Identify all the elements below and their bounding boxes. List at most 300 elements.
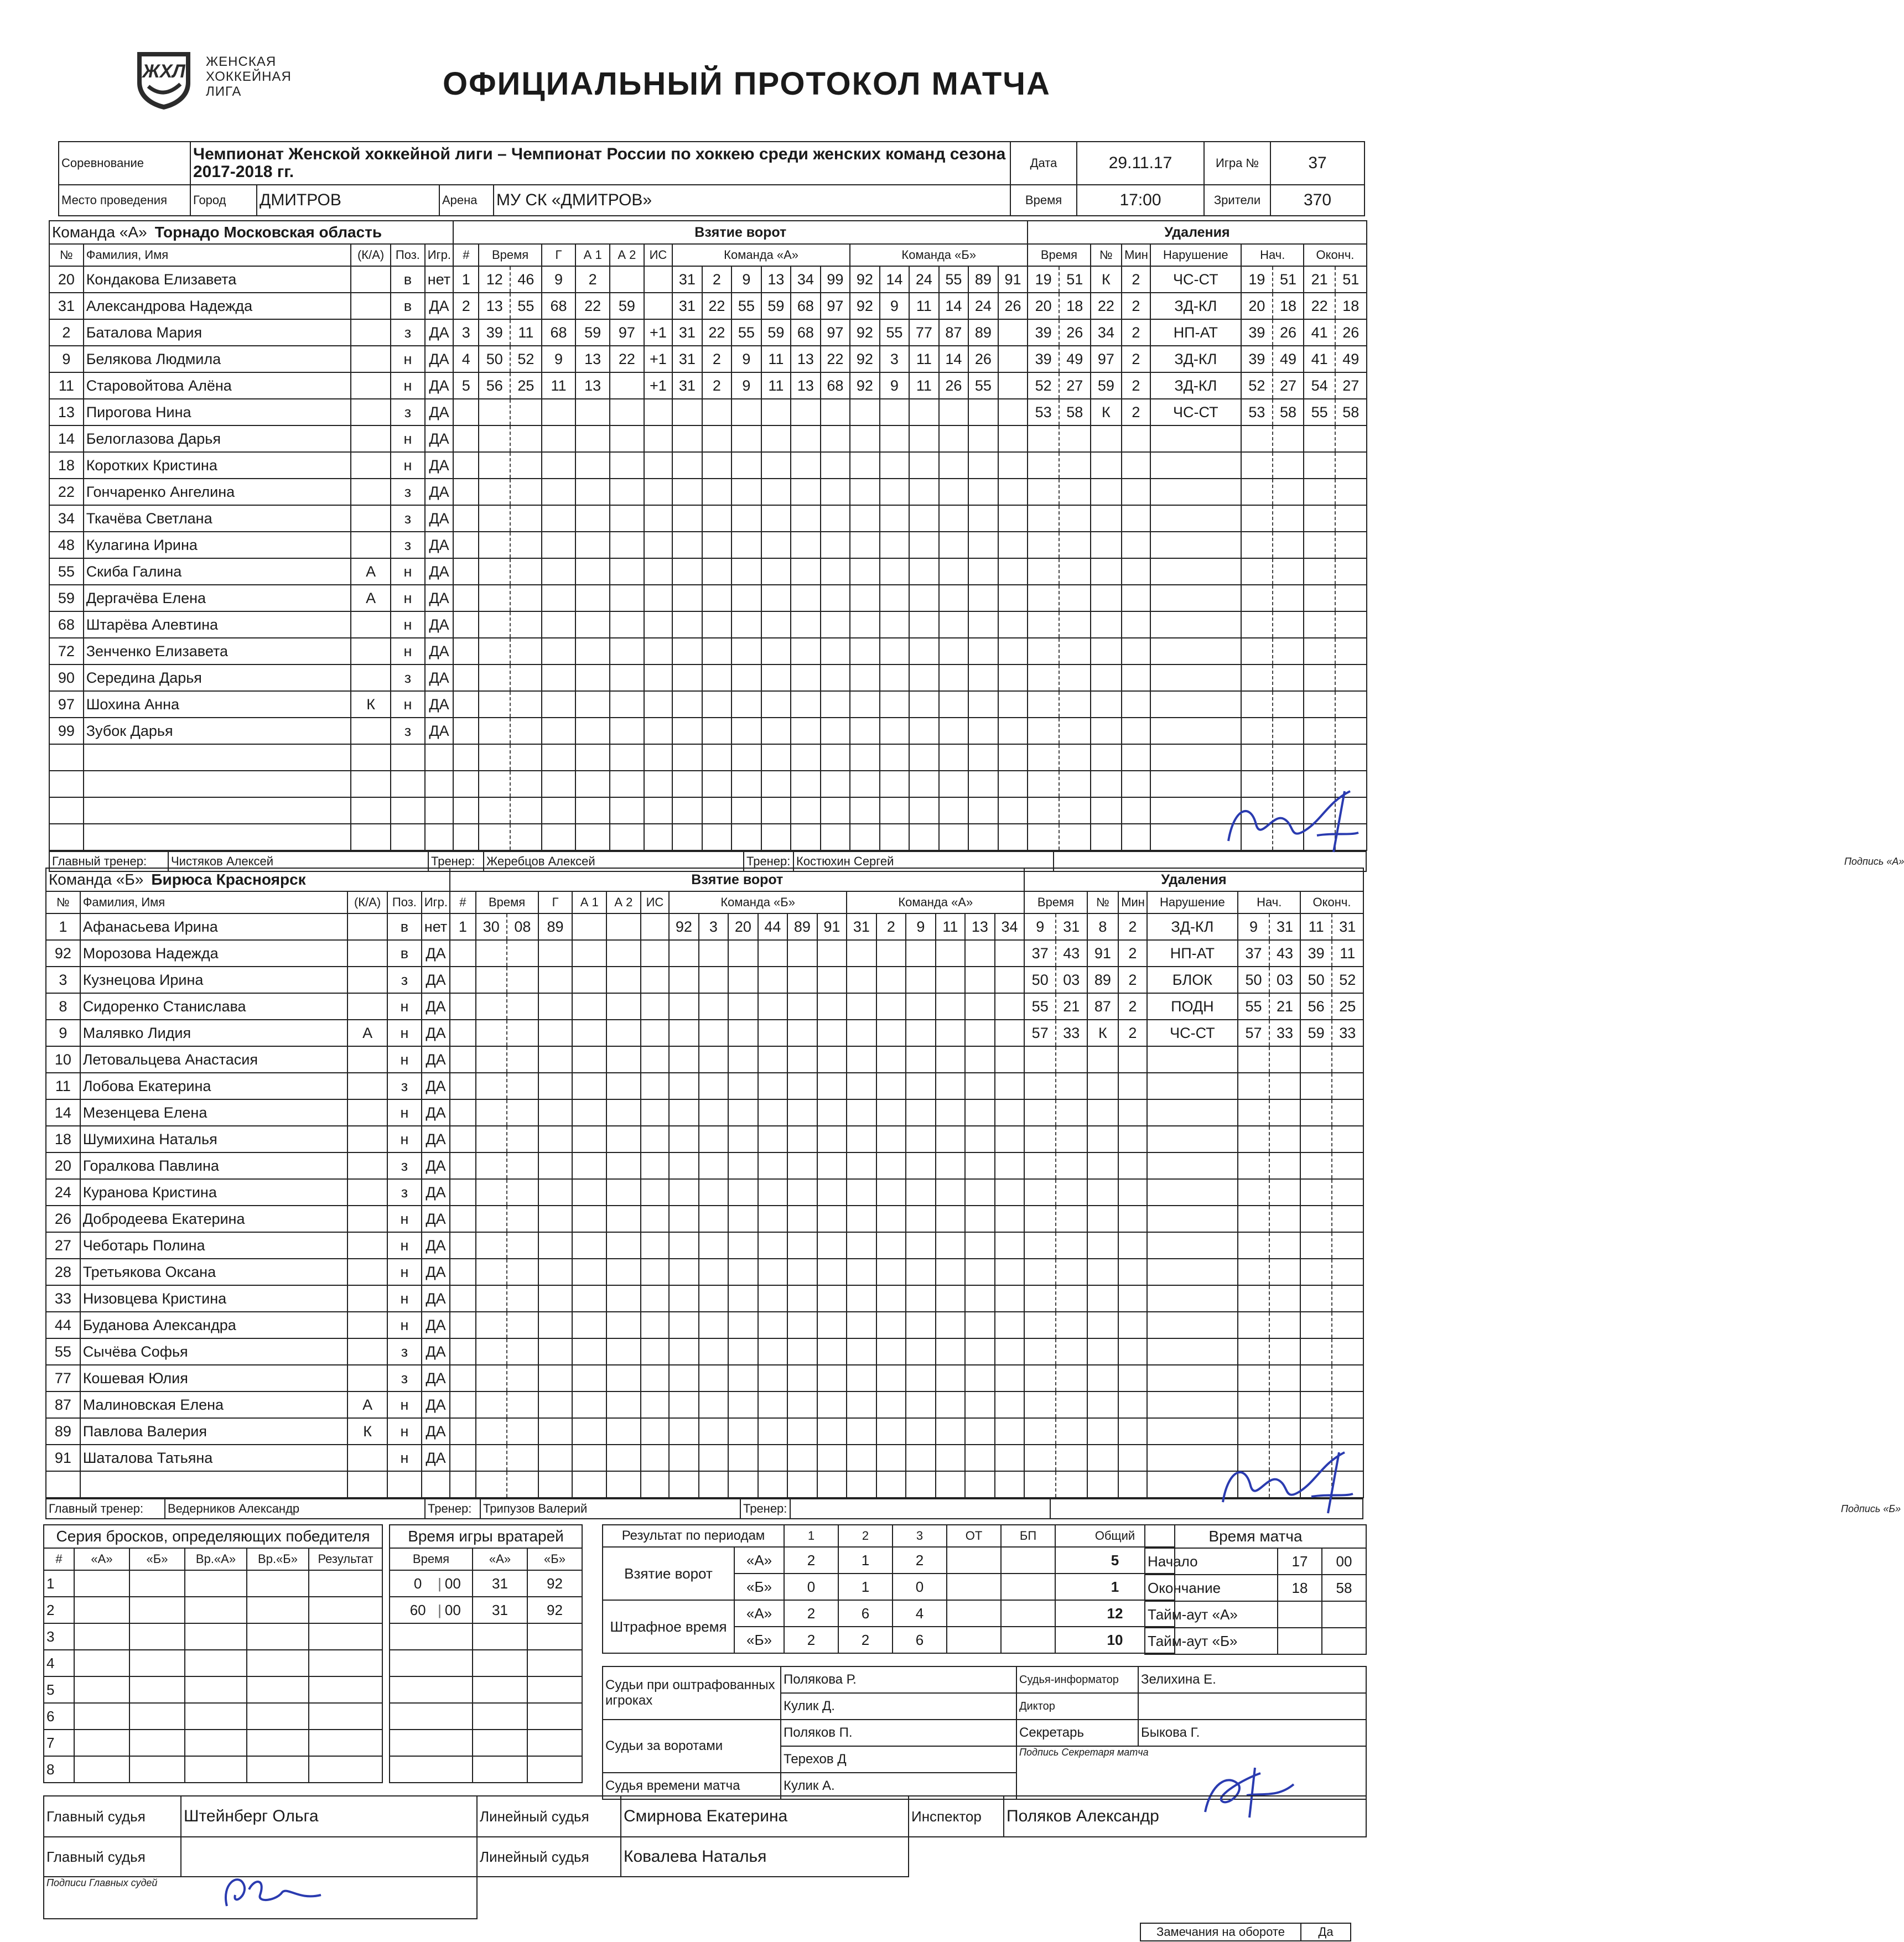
teamA-goals-heading: Взятие ворот	[453, 221, 1028, 244]
head-referee-label-1: Главный судья	[44, 1796, 181, 1837]
player-name: Чеботарь Полина	[80, 1232, 347, 1259]
penalty-sm: 52	[1241, 372, 1273, 399]
goal-opp-on-ice: 92	[850, 266, 880, 293]
goal-on-ice: 22	[702, 319, 732, 346]
teamA-row	[49, 744, 1367, 771]
player-number: 44	[46, 1312, 80, 1338]
player-played: ДА	[425, 558, 453, 585]
player-name: Александрова Надежда	[84, 293, 351, 319]
player-position: з	[387, 1365, 422, 1391]
penalty-mm: 50	[1024, 967, 1056, 993]
penalty-num: К	[1091, 266, 1122, 293]
teamA-row	[49, 293, 1367, 319]
teamB-row	[46, 1445, 1363, 1471]
player-played: ДА	[422, 1152, 450, 1179]
player-name: Зенченко Елизавета	[84, 638, 351, 664]
bottom-block	[43, 1524, 1366, 1812]
player-played: ДА	[422, 967, 450, 993]
goalie-b: 92	[527, 1597, 582, 1623]
linesman-1: Смирнова Екатерина	[621, 1796, 909, 1837]
teamA-row	[49, 452, 1367, 479]
penalty-es: 18	[1335, 293, 1367, 319]
team-b-section	[45, 868, 1901, 1519]
goal-opp-on-ice: 14	[939, 293, 969, 319]
period-total: 10	[1055, 1627, 1175, 1653]
player-name: Шумихина Наталья	[80, 1126, 347, 1152]
penalty-min: 2	[1122, 399, 1150, 425]
player-name: Кулагина Ирина	[84, 532, 351, 558]
goal-a2: 59	[610, 293, 644, 319]
player-played: ДА	[425, 505, 453, 532]
coach-label: Тренер:	[425, 1499, 480, 1519]
player-number: 90	[49, 664, 84, 691]
player-name: Морозова Надежда	[80, 940, 347, 967]
period-results-title: Результат по периодам	[603, 1525, 784, 1547]
goal-opp-on-ice: 92	[850, 319, 880, 346]
goal-on-ice: 97	[821, 319, 850, 346]
player-position: з	[391, 319, 425, 346]
player-position: н	[391, 638, 425, 664]
player-position: н	[387, 1391, 422, 1418]
goal-opp-on-ice: 89	[968, 319, 998, 346]
date-label: Дата	[1010, 142, 1077, 185]
goal-opp-on-ice: 77	[909, 319, 939, 346]
goal-on-ice: 55	[731, 293, 761, 319]
penalty-min: 2	[1118, 913, 1146, 940]
goalie-col: «Б»	[527, 1548, 582, 1570]
goal-opp-on-ice	[998, 319, 1028, 346]
penalty-code: ПОДН	[1147, 993, 1238, 1020]
player-played: ДА	[422, 1126, 450, 1152]
goal-on-ice: 3	[699, 913, 729, 940]
penalty-code: ЗД-КЛ	[1147, 913, 1238, 940]
player-played: ДА	[422, 1232, 450, 1259]
teamB-title	[46, 868, 450, 891]
penalty-code: ЧС-СТ	[1150, 399, 1242, 425]
player-captain-mark: А	[351, 558, 391, 585]
teamB-row	[46, 1152, 1363, 1179]
shootout-row-number: 4	[44, 1650, 74, 1676]
period-col: 1	[784, 1525, 838, 1547]
penalty-em: 22	[1304, 293, 1335, 319]
player-captain-mark: А	[351, 585, 391, 611]
penalty-code: ЧС-СТ	[1150, 266, 1242, 293]
player-name: Белякова Людмила	[84, 346, 351, 372]
player-number: 68	[49, 611, 84, 638]
player-name: Ткачёва Светлана	[84, 505, 351, 532]
penalty-mm: 39	[1028, 319, 1059, 346]
teamB-penalties-heading: Удаления	[1024, 868, 1363, 891]
penalty-ss: 43	[1056, 940, 1087, 967]
player-name	[84, 585, 351, 611]
goal-a1	[572, 913, 606, 940]
goal-on-ice: 11	[761, 346, 791, 372]
player-number: 20	[49, 266, 84, 293]
head-referee-label-2: Главный судья	[44, 1837, 181, 1877]
penalty-es: 58	[1335, 399, 1367, 425]
head-coach-name: Чистяков Алексей	[168, 851, 428, 871]
penalty-num: К	[1087, 1020, 1119, 1046]
penalty-ss: 03	[1056, 967, 1087, 993]
teamA-row	[49, 319, 1367, 346]
player-name: Гончаренко Ангелина	[84, 479, 351, 505]
penalty-ss: 49	[1059, 346, 1091, 372]
penalty-sss: 49	[1273, 346, 1304, 372]
period-pim-label: Штрафное время	[603, 1600, 734, 1653]
player-position: н	[387, 1312, 422, 1338]
player-played: ДА	[422, 1338, 450, 1365]
penalty-num: 87	[1087, 993, 1119, 1020]
goalie-time	[390, 1730, 473, 1756]
head-coach-label: Главный тренер:	[49, 851, 168, 871]
penalty-em: 55	[1304, 399, 1335, 425]
goalie-time-table	[389, 1524, 583, 1783]
shootout-col: Результат	[309, 1548, 382, 1570]
coach-label: Тренер:	[428, 851, 484, 871]
player-name: Третьякова Оксана	[80, 1259, 347, 1285]
goal-opp-on-ice: 9	[880, 293, 910, 319]
league-logo	[133, 49, 195, 111]
player-name: Буданова Александра	[80, 1312, 347, 1338]
penalty-num: К	[1091, 399, 1122, 425]
competition-value: Чемпионат Женской хоккейной лиги – Чемпионат России по хоккею среди женских команд сезона 2017-2018 гг.	[190, 142, 1010, 185]
goal-opp-on-ice: 91	[998, 266, 1028, 293]
shootout-row-number: 7	[44, 1730, 74, 1756]
period-value: 0	[784, 1574, 838, 1600]
team-b-signature	[1212, 1441, 1356, 1519]
goal-is	[644, 293, 672, 319]
period-value: 1	[838, 1547, 893, 1574]
player-played: ДА	[422, 940, 450, 967]
player-number: 55	[46, 1338, 80, 1365]
penalty-min: 2	[1122, 372, 1150, 399]
timeout-b-label: Тайм-аут «Б»	[1145, 1628, 1278, 1654]
goal-mm: 30	[476, 913, 507, 940]
goal-on-ice: 31	[672, 293, 702, 319]
city-value: ДМИТРОВ	[257, 185, 439, 216]
penalty-ss: 51	[1059, 266, 1091, 293]
penalty-sm: 55	[1238, 993, 1269, 1020]
player-number: 11	[49, 372, 84, 399]
teamA-name: Торнадо Московская область	[154, 224, 382, 241]
player-captain-mark: А	[347, 1020, 387, 1046]
goal-opp-on-ice: 2	[876, 913, 906, 940]
goal-n: 5	[453, 372, 479, 399]
player-number: 9	[46, 1020, 80, 1046]
goal-opp-on-ice: 26	[968, 346, 998, 372]
teamA-row	[49, 558, 1367, 585]
penalty-box-judge-1: Полякова Р.	[781, 1666, 1016, 1693]
secretary-signature-label: Подпись Секретаря матча	[1016, 1746, 1366, 1799]
player-name: Коротких Кристина	[84, 452, 351, 479]
shootout-row-number: 5	[44, 1676, 74, 1703]
goal-judge-1: Поляков П.	[781, 1720, 1016, 1746]
penalty-mm: 55	[1024, 993, 1056, 1020]
player-name	[80, 1391, 347, 1418]
player-number: 20	[46, 1152, 80, 1179]
player-name: Лобова Екатерина	[80, 1073, 347, 1099]
goalie-time-min: 60	[409, 1601, 426, 1618]
player-played: ДА	[425, 452, 453, 479]
goal-on-ice: 31	[672, 346, 702, 372]
period-value: 2	[784, 1627, 838, 1653]
period-total: 12	[1055, 1600, 1175, 1627]
penalty-es: 51	[1335, 266, 1367, 293]
goal-opp-on-ice: 55	[939, 266, 969, 293]
penalty-em: 56	[1300, 993, 1332, 1020]
player-played: ДА	[422, 1365, 450, 1391]
goal-on-ice: 92	[669, 913, 699, 940]
goal-is	[641, 913, 669, 940]
goal-on-ice: 31	[672, 372, 702, 399]
penalty-min: 2	[1122, 266, 1150, 293]
penalty-code: ЗД-КЛ	[1150, 372, 1242, 399]
player-number: 92	[46, 940, 80, 967]
teamB-row	[46, 1391, 1363, 1418]
penalty-ss: 27	[1059, 372, 1091, 399]
player-position: в	[391, 293, 425, 319]
player-number: 99	[49, 718, 84, 744]
arena-label: Арена	[439, 185, 494, 216]
player-captain-mark: К	[347, 1418, 387, 1445]
goal-n: 4	[453, 346, 479, 372]
player-position: н	[387, 993, 422, 1020]
player-name: Кузнецова Ирина	[80, 967, 347, 993]
shootout-title: Серия бросков, определяющих победителя	[44, 1525, 382, 1548]
player-played: ДА	[422, 1445, 450, 1471]
goal-on-ice: 9	[731, 372, 761, 399]
player-position: з	[387, 1338, 422, 1365]
teamB-row	[46, 1259, 1363, 1285]
goal-opp-on-ice: 9	[880, 372, 910, 399]
period-value: 6	[893, 1627, 947, 1653]
player-position: в	[387, 913, 422, 940]
teamB-coaches	[45, 1498, 1901, 1519]
penalty-min: 2	[1118, 967, 1146, 993]
player-name: Баталова Мария	[84, 319, 351, 346]
penalty-sm: 39	[1241, 319, 1273, 346]
goalie-a: 31	[473, 1597, 527, 1623]
teamB-row	[46, 967, 1363, 993]
player-number: 59	[49, 585, 84, 611]
goal-opp-on-ice: 34	[995, 913, 1025, 940]
arena-value: МУ СК «ДМИТРОВ»	[494, 185, 1010, 216]
goal-n: 1	[453, 266, 479, 293]
penalty-num: 89	[1087, 967, 1119, 993]
player-number: 9	[49, 346, 84, 372]
penalty-ss: 58	[1059, 399, 1091, 425]
player-number: 72	[49, 638, 84, 664]
penalty-code: ЗД-КЛ	[1150, 346, 1242, 372]
goal-n: 1	[450, 913, 475, 940]
player-position: з	[391, 399, 425, 425]
match-time-title: Время матча	[1145, 1525, 1366, 1548]
player-position: н	[387, 1126, 422, 1152]
goal-judge-2: Терехов Д	[781, 1746, 1016, 1773]
player-name: Сидоренко Станислава	[80, 993, 347, 1020]
player-number: 18	[46, 1126, 80, 1152]
player-position: з	[391, 718, 425, 744]
player-name: Афанасьева Ирина	[80, 913, 347, 940]
player-number: 26	[46, 1206, 80, 1232]
teamA-row	[49, 824, 1367, 850]
penalty-sss: 43	[1269, 940, 1301, 967]
goal-mm: 13	[479, 293, 510, 319]
penalty-mm: 53	[1028, 399, 1059, 425]
teamB-row	[46, 1179, 1363, 1206]
penalty-sss: 31	[1269, 913, 1301, 940]
penalty-ss: 21	[1056, 993, 1087, 1020]
player-number: 87	[46, 1391, 80, 1418]
goal-opp-on-ice: 11	[936, 913, 966, 940]
goal-opp-on-ice: 92	[850, 293, 880, 319]
teamA-row	[49, 346, 1367, 372]
time-label: Время	[1010, 185, 1077, 216]
player-number: 3	[46, 967, 80, 993]
goalie-time	[390, 1676, 473, 1703]
penalty-sss: 51	[1273, 266, 1304, 293]
penalty-em: 11	[1300, 913, 1332, 940]
goal-on-ice: 59	[761, 319, 791, 346]
shootout-row-number: 8	[44, 1756, 74, 1783]
penalty-sss: 21	[1269, 993, 1301, 1020]
teamB-row	[46, 1099, 1363, 1126]
goal-a2: 97	[610, 319, 644, 346]
teamB-signature-label: Подпись «Б»	[1050, 1499, 1363, 1519]
penalty-mm: 19	[1028, 266, 1059, 293]
goal-g: 9	[542, 346, 576, 372]
player-played: ДА	[425, 425, 453, 452]
player-position: н	[387, 1232, 422, 1259]
player-played: ДА	[422, 1206, 450, 1232]
player-name: Белоглазова Дарья	[84, 425, 351, 452]
venue-label: Место проведения	[59, 185, 190, 216]
goal-on-ice: 2	[702, 346, 732, 372]
goal-g: 89	[538, 913, 573, 940]
penalty-sm: 20	[1241, 293, 1273, 319]
shootout-col: #	[44, 1548, 74, 1570]
player-number: 91	[46, 1445, 80, 1471]
shootout-table	[43, 1524, 383, 1783]
period-col: Общий	[1055, 1525, 1175, 1547]
player-name: Горалкова Павлина	[80, 1152, 347, 1179]
goal-a1: 13	[575, 372, 610, 399]
player-name-text: Малиновская Елена	[82, 1396, 224, 1413]
goal-opp-on-ice: 14	[880, 266, 910, 293]
goal-on-ice: 31	[672, 266, 702, 293]
penalty-mm: 57	[1024, 1020, 1056, 1046]
period-team: «А»	[734, 1547, 784, 1574]
player-position: н	[391, 425, 425, 452]
goal-on-ice: 20	[728, 913, 758, 940]
player-played: ДА	[425, 664, 453, 691]
player-position: з	[387, 1152, 422, 1179]
teamA-protocol-table: Команда «А» Торнадо Московская область Взятие ворот Удаления № Фамилия, Имя (К/А) Поз. Игр. # Время Г А 1 А 2 ИС Команда «А» Команда «Б» Время № Мин Нарушение Нач. Оконч. 20 Кондакова Елизавета в нет 1 12 46 9 2 31 2 9 13 34 99 92 14 24 55 89 91 19 51 К 2 ЧС-СТ 19 51 21 51 31 Александрова Надежда в ДА 2 13 55 68 22 59 31 22 55 59 68 97 92 9 11 14 24 26 20 18 22 2 ЗД-КЛ 20 18 22 18 2 Баталова Мария з ДА 3 39 11 68 59 97 +1 31 22 55 59 68 97 92 55 77 87 89 39 26 34 2 НП-АТ 39 26 41 26 9 Белякова Людмила н ДА 4 50 52 9 13 22 +1 31 2 9 11 13 22 92 3 11 14 26 39 49 97 2 ЗД-КЛ 39 49 41 49 11 Старовойтова Алёна н ДА 5 56 25 11 13 +1 31 2 9 11 13 68 92 9 11 26 55 52 27 59 2 ЗД-КЛ 52 27 54 27 13 Пирогова Нина з ДА 53 58 К 2 ЧС-СТ 53 58 55 58 14 Белоглазова Дарья н ДА 18 Коротких Кристина н ДА 22 Гончаренко Ангелина з ДА 34 Ткачёва Светлана з ДА 48 Кулагина Ирина з ДА 55 Скиба Галина А н ДА 59 Дергачёва Елена А н ДА 68 Штарёва Алевтина н ДА 72 Зенченко Елизавета н ДА 90 Середина Дарья з ДА 97 Шохина Анна К н ДА 99 Зубок Дарья з ДА	[49, 220, 1367, 851]
player-played: нет	[425, 266, 453, 293]
teamB-row	[46, 1285, 1363, 1312]
remarks-value: Да	[1301, 1923, 1351, 1941]
player-played: ДА	[422, 1312, 450, 1338]
game-label: Игра №	[1204, 142, 1270, 185]
goal-on-ice: 13	[791, 346, 821, 372]
penalty-min: 2	[1122, 346, 1150, 372]
shootout-col: Вр.«Б»	[247, 1548, 309, 1570]
goal-a1: 22	[575, 293, 610, 319]
period-col: ОТ	[947, 1525, 1001, 1547]
goal-opp-on-ice: 26	[939, 372, 969, 399]
goal-opp-on-ice: 11	[909, 372, 939, 399]
goal-ss: 08	[507, 913, 538, 940]
penalty-mm: 52	[1028, 372, 1059, 399]
player-position: в	[391, 266, 425, 293]
teamB-goals-heading: Взятие ворот	[450, 868, 1024, 891]
player-name: Сычёва Софья	[80, 1338, 347, 1365]
player-position: н	[391, 346, 425, 372]
linesman-label-1: Линейный судья	[477, 1796, 621, 1837]
goal-n: 2	[453, 293, 479, 319]
player-name	[84, 558, 351, 585]
player-number: 55	[49, 558, 84, 585]
teamA-row	[49, 479, 1367, 505]
teamB-row	[46, 1338, 1363, 1365]
goal-on-ice: 31	[672, 319, 702, 346]
player-name: Кошевая Юлия	[80, 1365, 347, 1391]
teamA-row	[49, 399, 1367, 425]
player-played: ДА	[425, 319, 453, 346]
shootout-row-number: 3	[44, 1623, 74, 1650]
goal-mm: 12	[479, 266, 510, 293]
teamB-row	[46, 1046, 1363, 1073]
goal-on-ice: 89	[787, 913, 817, 940]
competition-label: Соревнование	[59, 142, 190, 185]
player-name-text: Дергачёва Елена	[86, 589, 206, 606]
goal-ss: 55	[510, 293, 542, 319]
teamA-row	[49, 532, 1367, 558]
penalty-es: 25	[1332, 993, 1363, 1020]
goal-on-ice: 11	[761, 372, 791, 399]
goal-a2	[610, 266, 644, 293]
linesman-label-2: Линейный судья	[477, 1837, 621, 1877]
period-value: 2	[784, 1547, 838, 1574]
goal-mm: 50	[479, 346, 510, 372]
player-name: Пирогова Нина	[84, 399, 351, 425]
goalie-time	[390, 1650, 473, 1676]
goal-opp-on-ice: 92	[850, 372, 880, 399]
penalty-num: 97	[1091, 346, 1122, 372]
teamB-row	[46, 913, 1363, 940]
goal-opp-on-ice: 55	[880, 319, 910, 346]
player-name-text: Скиба Галина	[86, 563, 182, 580]
informer-label: Судья-информатор	[1016, 1666, 1138, 1693]
goal-mm: 39	[479, 319, 510, 346]
document-title: ОФИЦИАЛЬНЫЙ ПРОТОКОЛ МАТЧА	[443, 66, 1051, 102]
league-name: ЖЕНСКАЯ ХОККЕЙНАЯ ЛИГА	[206, 54, 292, 99]
teamB-protocol-table: Команда «Б» Бирюса Красноярск Взятие ворот Удаления № Фамилия, Имя (К/А) Поз. Игр. # Время Г А 1 А 2 ИС Команда «Б» Команда «А» Время № Мин Нарушение Нач. Оконч. 1 Афанасьева Ирина в нет 1 30 08 89 92 3 20 44 89 91 31 2 9 11 13 34 9 31 8 2 ЗД-КЛ 9 31 11 31 92 Морозова Надежда в ДА 37 43 91 2 НП-АТ 37 43 39 11 3 Кузнецова Ирина з ДА 50 03 89 2 БЛОК 50 03 50 52 8 Сидоренко Станислава н ДА 55 21 87 2 ПОДН 55 21 56 25 9 Малявко Лидия А н ДА 57 33 К 2 ЧС-СТ 57 33 59 33 10 Летовальцева Анастасия н ДА 11 Лобова Екатерина з ДА 14 Мезенцева Елена н ДА 18 Шумихина Наталья н ДА 20 Горалкова Павлина з ДА 24 Куранова Кристина з ДА 26 Добродеева Екатерина н ДА 27 Чеботарь Полина н ДА 28 Третьякова Оксана н ДА 33 Низовцева Кристина н ДА 44 Буданова Александра н ДА 55 Сычёва Софья з ДА 77 Кошевая Юлия з ДА 87 Малиновская Елена А н ДА 89 Павлова Валерия К н ДА 91 Шаталова Татьяна н ДА	[45, 868, 1364, 1498]
player-number: 48	[49, 532, 84, 558]
player-played: ДА	[425, 585, 453, 611]
period-value: 4	[893, 1600, 947, 1627]
spectators-label: Зрители	[1204, 185, 1270, 216]
head-coach-label: Главный тренер:	[46, 1499, 165, 1519]
penalty-num: 59	[1091, 372, 1122, 399]
penalty-sss: 33	[1269, 1020, 1301, 1046]
goal-is: +1	[644, 319, 672, 346]
teamB-row	[46, 1418, 1363, 1445]
period-goals-label: Взятие ворот	[603, 1547, 734, 1600]
penalty-code: НП-АТ	[1147, 940, 1238, 967]
player-position: в	[387, 940, 422, 967]
player-position: н	[391, 611, 425, 638]
